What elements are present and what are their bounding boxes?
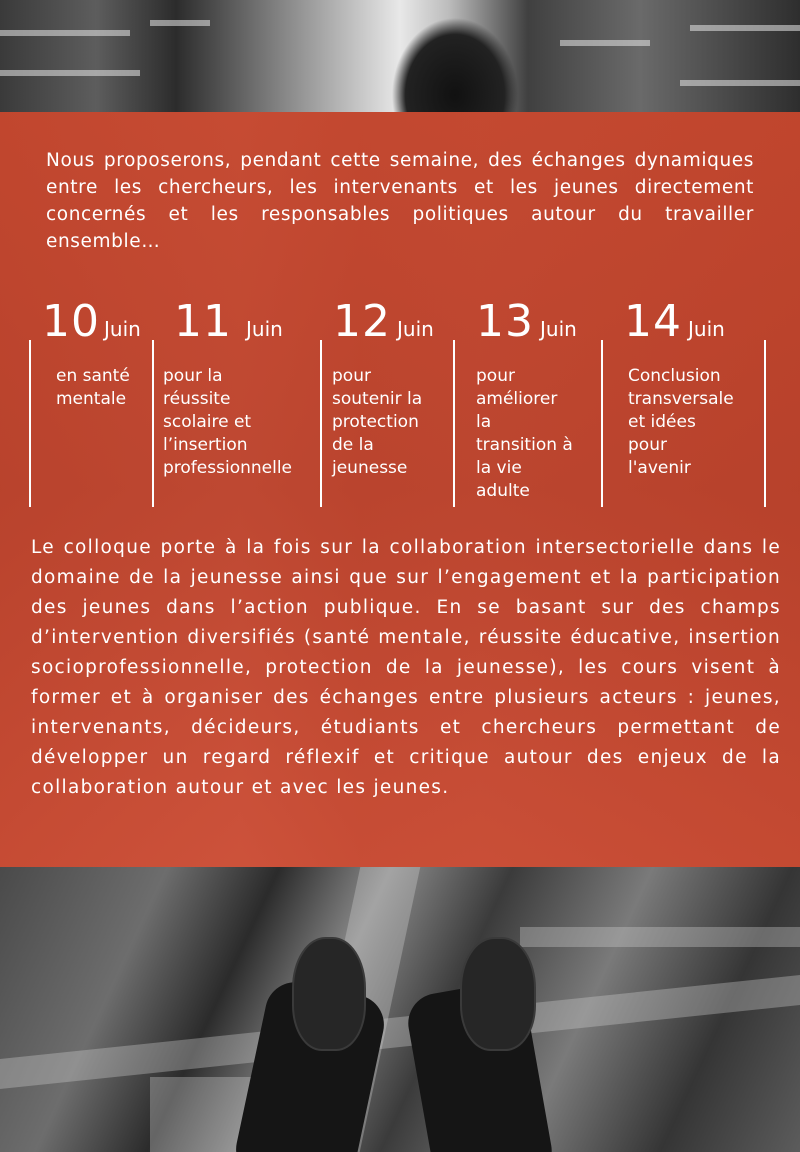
day-number: 11 (174, 296, 232, 347)
day-description: pour soutenir la protection de la jeunesse (332, 366, 423, 478)
day-number: 12 (333, 296, 391, 347)
description-paragraph: Le colloque porte à la fois sur la collaboration intersectorielle dans le domaine de la jeunesse ainsi que sur l’engagement et la participation des jeunes dans l’action publique. En se basant sur des champs d’intervention diversifiés (santé mentale, réussite éducative, insertion socioprofessionnelle, protection de la jeunesse), les cours visent à former et à organiser des échanges entre plusieurs acteurs : jeunes, intervenants, décideurs, étudiants et chercheurs permettant de développer un regard réflexif et critique autour des enjeux de la collaboration autour et avec les jeunes. (31, 537, 781, 798)
day-month: Juin (688, 317, 725, 341)
day-number: 13 (476, 296, 534, 347)
day-month: Juin (397, 317, 434, 341)
day-number: 14 (624, 296, 682, 347)
day-13 (476, 296, 577, 501)
day-description: pour la réussite scolaire et l’insertion professionnelle (163, 366, 293, 478)
library-photo (0, 0, 800, 112)
schedule (0, 296, 800, 511)
divider (453, 340, 455, 507)
day-month: Juin (104, 317, 141, 341)
day-14 (624, 296, 734, 478)
divider (152, 340, 154, 507)
divider (764, 340, 766, 507)
divider (320, 340, 322, 507)
day-month: Juin (540, 317, 577, 341)
city-aerial-photo (0, 867, 800, 1152)
day-month: Juin (246, 317, 283, 341)
day-12 (332, 296, 434, 478)
day-description: en santé mentale (56, 366, 130, 409)
day-number: 10 (42, 296, 100, 347)
divider (601, 340, 603, 507)
day-description: pour améliorer la transition à la vie adulte (476, 366, 573, 501)
day-description: Conclusion transversale et idées pour l'avenir (628, 366, 734, 478)
divider (29, 340, 31, 507)
day-10 (42, 296, 141, 409)
intro-paragraph: Nous proposerons, pendant cette semaine, des échanges dynamiques entre les chercheurs, les intervenants et les jeunes directement concernés et les responsables politiques autour du travailler ensemble… (46, 150, 754, 252)
day-11 (163, 296, 293, 478)
